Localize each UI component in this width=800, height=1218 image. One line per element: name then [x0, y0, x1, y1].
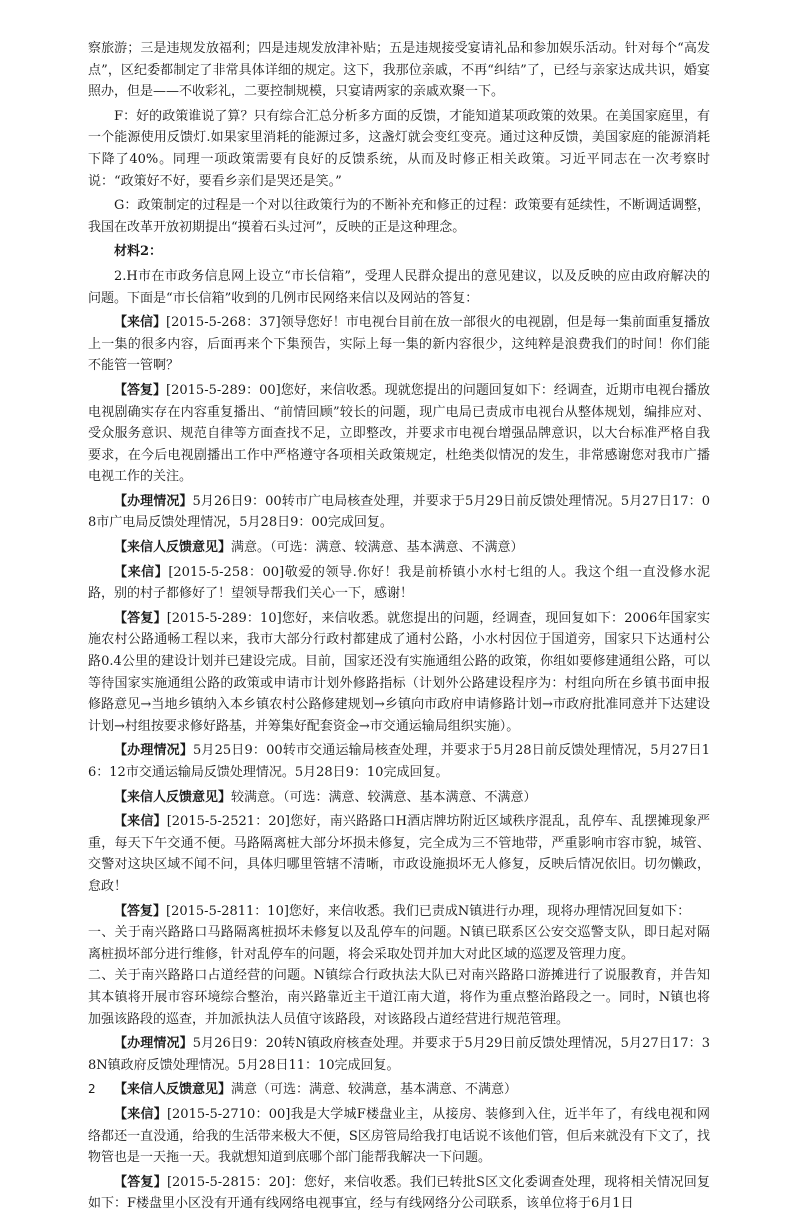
reply-entry	[88, 608, 710, 738]
document-page	[88, 38, 710, 1218]
feedback-label: 【来信人反馈意见】	[114, 1082, 232, 1098]
letter-label: 【来信】	[114, 564, 169, 580]
feedback-entry	[88, 1079, 710, 1101]
reply-item: 二、关于南兴路路口占道经营的问题。N镇综合行政执法大队已对南兴路路口游摊进行了说服教育，并告知其本镇将开展市容环境综合整治，南兴路靠近主干道江南大道，将作为重点整治路段之一。同时，N镇也将加强该路段的巡查，并加派执法人员值守该路段，对该路段占道经营进行规范管理。	[88, 968, 710, 1027]
handling-entry	[88, 491, 710, 534]
letter-label: 【来信】	[114, 1106, 167, 1122]
feedback-label: 【来信人反馈意见】	[114, 789, 232, 805]
reply-item: 一、关于南兴路路口马路隔离桩损坏未修复以及乱停车的问题。N镇已联系区公安交巡警支队，即日起对隔离桩损坏部分进行维修，针对乱停车的问题，将会采取处罚并加大对此区域的巡逻及管理力度。	[88, 925, 710, 962]
body-paragraph: F：好的政策谁说了算？只有综合汇总分析多方面的反馈，才能知道某项政策的效果。在美国家庭里，有一个能源使用反馈灯.如果家里消耗的能源过多，这盏灯就会变红变亮。通过这种反馈，美国家庭的能源消耗下降了40%。同理一项政策需要有良好的反馈系统，从而及时修正相关政策。习近平同志在一次考察时说：“政策好不好，要看乡亲们是哭还是笑。”	[88, 108, 710, 189]
letter-text: [2015-5-2521：20]您好，南兴路路口H酒店牌坊附近区域秩序混乱，乱停车、乱摆摊现象严重，每天下午交通不便。马路隔离桩大部分坏损未修复，完全成为三不管地带，严重影响市容市貌，城管、交警对这块区域不闻不问，具体归哪里管辖不清晰，市政设施损坏无人修复，反映后情况依旧。切勿懒政，怠政！	[88, 814, 710, 894]
body-paragraph: 察旅游；三是违规发放福利；四是违规发放津补贴；五是违规接受宴请礼品和参加娱乐活动。针对每个“高发点”，区纪委都制定了非常具体详细的规定。这下，我那位亲戚，不再“纠结”了，已经与亲家达成共识，婚宴照办，但是——不收彩礼，二要控制规模，只宴请两家的亲戚欢聚一下。	[88, 41, 710, 100]
reply-label: 【答复】	[114, 1174, 167, 1190]
handling-text: 5月26日9：00转市广电局核查处理，并要求于5月29日前反馈处理情况。5月27日17：08市广电局反馈处理情况，5月28日9：00完成回复。	[88, 493, 710, 531]
body-paragraph: G：政策制定的过程是一个对以往政策行为的不断补充和修正的过程：政策要有延续性，不断调适调整，我国在改革开放初期提出“摸着石头过河”，反映的正是这种理念。	[88, 198, 710, 235]
reply-label: 【答复】	[114, 382, 167, 398]
letter-text: [2015-5-258：00]敬爱的领导.你好！我是前桥镇小水村七组的人。我这个组一直没修水泥路，别的村子都修好了！望领导帮我们关心一下，感谢！	[88, 564, 710, 602]
feedback-text: 满意。（可选：满意、较满意、基本满意、不满意）	[231, 540, 524, 556]
letter-entry	[88, 312, 710, 377]
handling-text: 5月26日9：20转N镇政府核查处理。并要求于5月29日前反馈处理情况，5月27日17：38N镇政府反馈处理情况。5月28日11：10完成回复。	[88, 1036, 710, 1073]
handling-entry	[88, 740, 710, 783]
letter-label: 【来信】	[114, 814, 167, 830]
handling-entry	[88, 1033, 710, 1076]
feedback-label: 【来信人反馈意见】	[114, 540, 232, 556]
reply-entry	[88, 901, 710, 923]
handling-label: 【办理情况】	[114, 493, 193, 509]
handling-label: 【办理情况】	[114, 1036, 193, 1052]
handling-label: 【办理情况】	[114, 743, 193, 759]
body-paragraph: 2.H市在市政务信息网上设立“市长信箱”，受理人民群众提出的意见建议，以及反映的应由政府解决的问题。下面是“市长信箱”收到的几例市民网络来信以及网站的答复：	[88, 268, 710, 306]
reply-text: [2015-5-289：10]您好，来信收悉。就您提出的问题，经调查，现回复如下：2006年国家实施农村公路通畅工程以来，我市大部分行政村都建成了通村公路，小水村因位于国道旁，国家只下达通村公路0.4公里的建设计划并已建设完成。目前，国家还没有实施通组公路的政策，你组如要修建通组公路，可以等待国家实施通组公路的政策或申请市计划外修路指标（计划外公路建设程序为：村组向所在乡镇书面申报修路意见→当地乡镇纳入本乡镇农村公路修建规划→乡镇向市政府申请修路计划→市政府批准同意并下达建设计划→村组按要求修好路基，并筹集好配套资金→市交通运输局组织实施）。	[88, 610, 710, 734]
reply-label: 【答复】	[114, 610, 167, 626]
letter-entry	[88, 1104, 710, 1169]
reply-text: [2015-5-2811：10]您好，来信收悉。我们已责成N镇进行办理，现将办理情况回复如下：	[166, 903, 691, 919]
reply-entry	[88, 380, 710, 488]
letter-label: 【来信】	[114, 315, 167, 331]
letter-entry	[88, 562, 710, 605]
feedback-text: 满意（可选：满意、较满意，基本满意、不满意）	[231, 1082, 518, 1098]
reply-entry	[88, 1172, 710, 1215]
reply-label: 【答复】	[114, 903, 167, 919]
feedback-text: 较满意。（可选：满意、较满意、基本满意、不满意）	[231, 789, 537, 805]
feedback-entry	[88, 537, 710, 559]
letter-text: [2015-5-268：37]领导您好！市电视台目前在放一部很火的电视剧，但是每一集前面重复播放上一集的很多内容，后面再来个下集预告，实际上每一集的新内容很少，这纯粹是浪费我们的时间！你们能不能管一管啊？	[88, 315, 710, 374]
handling-text: 5月25日9：00转市交通运输局核查处理，并要求于5月28日前反馈处理情况，5月27日16：12市交通运输局反馈处理情况。5月28日9：10完成回复。	[88, 743, 710, 780]
letter-text: [2015-5-2710：00]我是大学城F楼盘业主，从接房、装修到入住，近半年了，有线电视和网络都还一直没通，给我的生活带来极大不便，S区房管局给我打电话说不该他们管，但后来就没有下文了，找物管也是一天拖一天。我就想知道到底哪个部门能帮我解决一下问题。	[88, 1106, 710, 1166]
feedback-entry	[88, 787, 710, 809]
reply-text: [2015-5-289：00]您好，来信收悉。现就您提出的问题回复如下：经调查，近期市电视台播放电视剧确实存在内容重复播出、“前情回顾”较长的问题，现广电局已责成市电视台从整体规划，编排应对、受众服务意识、规范自律等方面查找不足，立即整改，并要求市电视台增强品牌意识，以大台标准严格自我要求，在今后电视剧播出工作中严格遵守各项相关政策规定，杜绝类似情况的发生，非常感谢您对我市广播电视工作的关注。	[88, 382, 710, 485]
reply-text: [2015-5-2815：20]：您好，来信收悉。我们已转批S区文化委调查处理，现将相关情况回复如下：F楼盘里小区没有开通有线网络电视事宜，经与有线网络分公司联系，该单位将于6月1日	[88, 1174, 710, 1212]
letter-entry	[88, 811, 710, 897]
section-heading: 材料2：	[114, 244, 163, 260]
page-number: 2	[88, 1082, 96, 1096]
